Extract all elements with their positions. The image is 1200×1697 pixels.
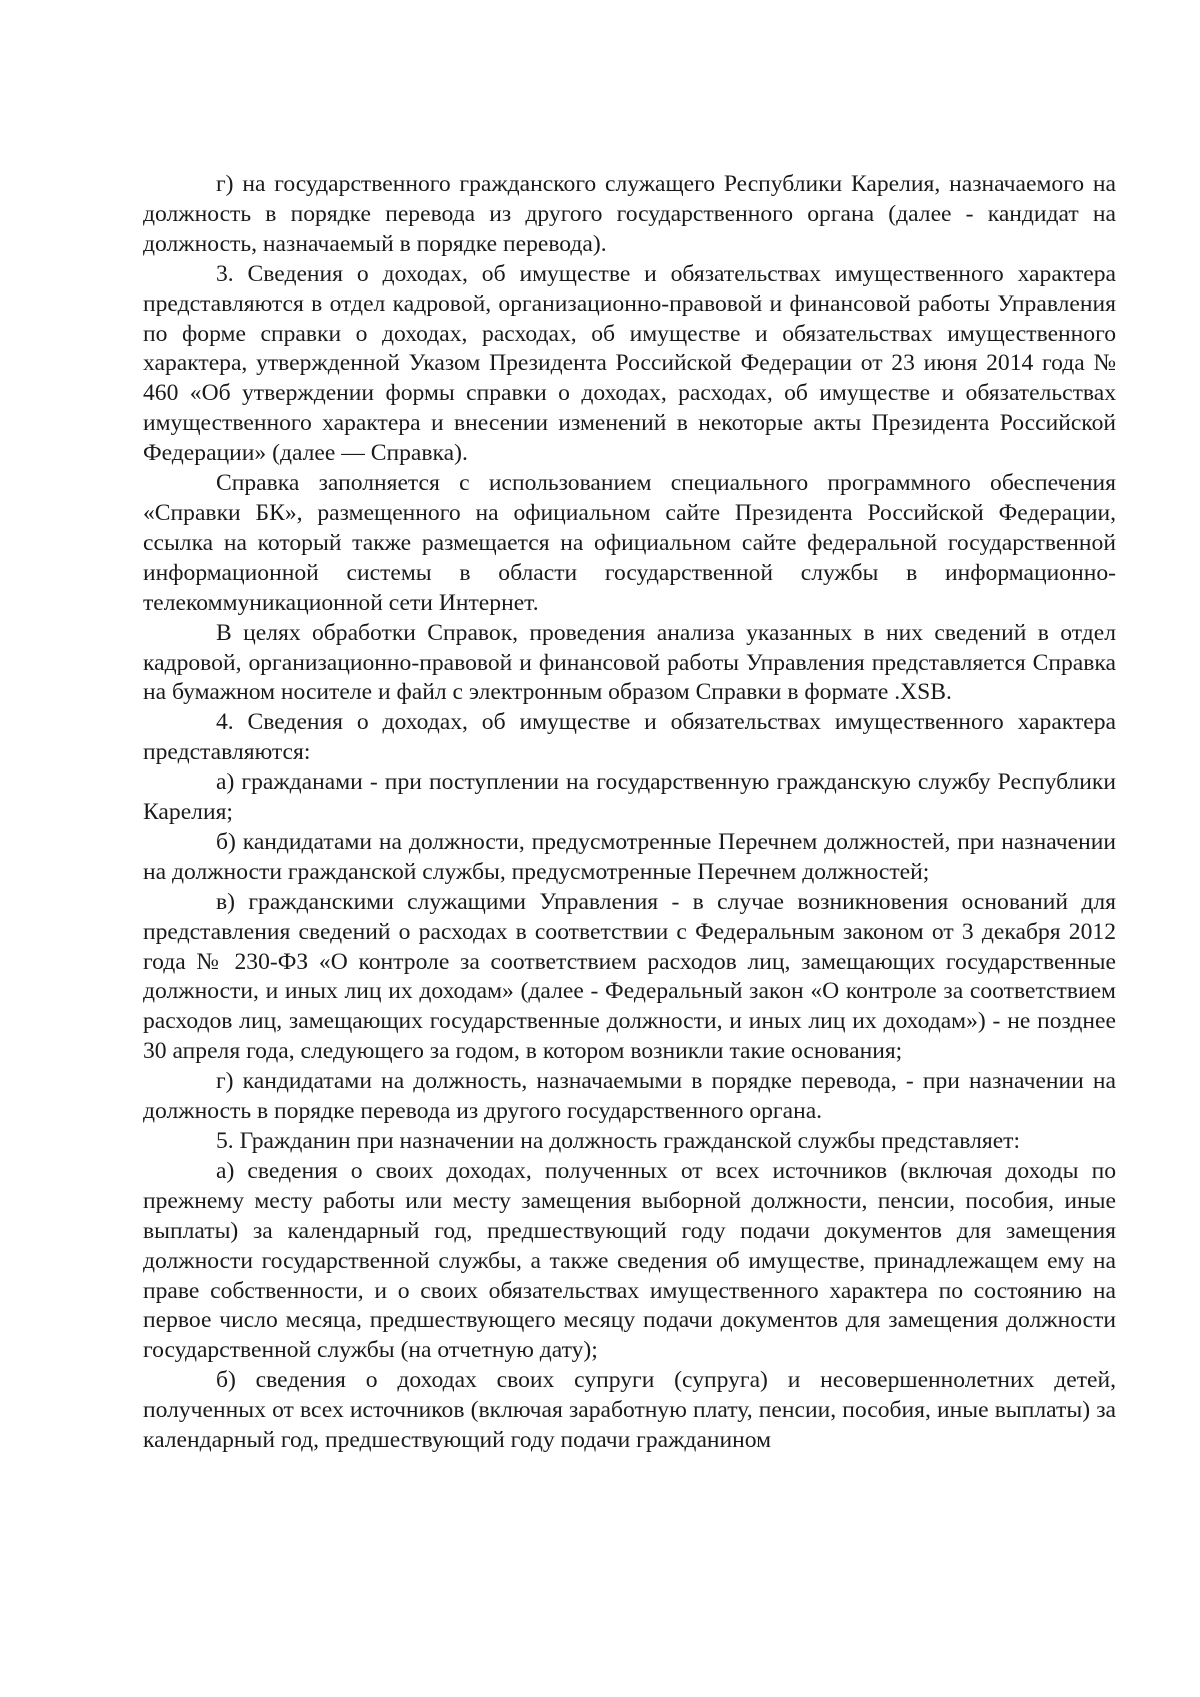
- paragraph-item-3: 3. Сведения о доходах, об имуществе и обязательствах имущественного характера представляются в отдел кадровой, организационно-правовой и финансовой работы Управления по форме справки о доходах, расходах, об имуществе и обязательствах имущественного характера, утвержденной Указом Президента Российской Федерации от 23 июня 2014 года № 460 «Об утверждении формы справки о доходах, расходах, об имуществе и обязательствах имущественного характера и внесении изменений в некоторые акты Президента Российской Федерации» (далее — Справка).: [143, 260, 1116, 467]
- paragraph-item-4-b: б) кандидатами на должности, предусмотренные Перечнем должностей, при назначении на должности гражданской службы, предусмотренные Перечнем должностей;: [143, 828, 1116, 885]
- paragraph-item-4-a: а) гражданами - при поступлении на государственную гражданскую службу Республики Карелия;: [143, 769, 1116, 826]
- paragraph-item-5-a: а) сведения о своих доходах, полученных от всех источников (включая доходы по прежнему месту работы или месту замещения выборной должности, пенсии, пособия, иные выплаты) за календарный год, предшествующий году подачи документов для замещения должности государственной службы, а также сведения об имуществе, принадлежащем ему на праве собственности, и о своих обязательствах имущественного характера по состоянию на первое число месяца, предшествующего месяцу подачи документов для замещения должности государственной службы (на отчетную дату);: [143, 1157, 1116, 1364]
- paragraph-item-5-b: б) сведения о доходах своих супруги (супруга) и несовершеннолетних детей, полученных от всех источников (включая заработную плату, пенсии, пособия, иные выплаты) за календарный год, предшествующий году подачи гражданином: [143, 1367, 1116, 1454]
- paragraph-spravka-software: Справка заполняется с использованием специального программного обеспечения «Справки БК», размещенного на официальном сайте Президента Российской Федерации, ссылка на который также размещается на официальном сайте федеральной государственной информационной системы в области государственной службы в информационно-телекоммуникационной сети Интернет.: [143, 470, 1116, 616]
- paragraph-spravka-processing: В целях обработки Справок, проведения анализа указанных в них сведений в отдел кадровой, организационно-правовой и финансовой работы Управления представляется Справка на бумажном носителе и файл с электронным образом Справки в формате .XSB.: [143, 619, 1116, 706]
- paragraph-subitem-g-transfer: г) на государственного гражданского служащего Республики Карелия, назначаемого на должность в порядке перевода из другого государственного органа (далее - кандидат на должность, назначаемый в порядке перевода).: [143, 171, 1116, 257]
- paragraph-item-4-g: г) кандидатами на должность, назначаемыми в порядке перевода, - при назначении на должность в порядке перевода из другого государственного органа.: [143, 1068, 1116, 1125]
- document-body: [143, 170, 1116, 1456]
- paragraph-item-5: 5. Гражданин при назначении на должность гражданской службы представляет:: [216, 1128, 1021, 1154]
- paragraph-item-4-v: в) гражданскими служащими Управления - в случае возникновения оснований для представления сведений о расходах в соответствии с Федеральным законом от 3 декабря 2012 года № 230-ФЗ «О контроле за соответствием расходов лиц, замещающих государственные должности, и иных лиц их доходам» (далее - Федеральный закон «О контроле за соответствием расходов лиц, замещающих государственные должности, и иных лиц их доходам») - не позднее 30 апреля года, следующего за годом, в котором возникли такие основания;: [143, 888, 1116, 1065]
- paragraph-item-4: 4. Сведения о доходах, об имуществе и обязательствах имущественного характера представляются:: [143, 709, 1116, 766]
